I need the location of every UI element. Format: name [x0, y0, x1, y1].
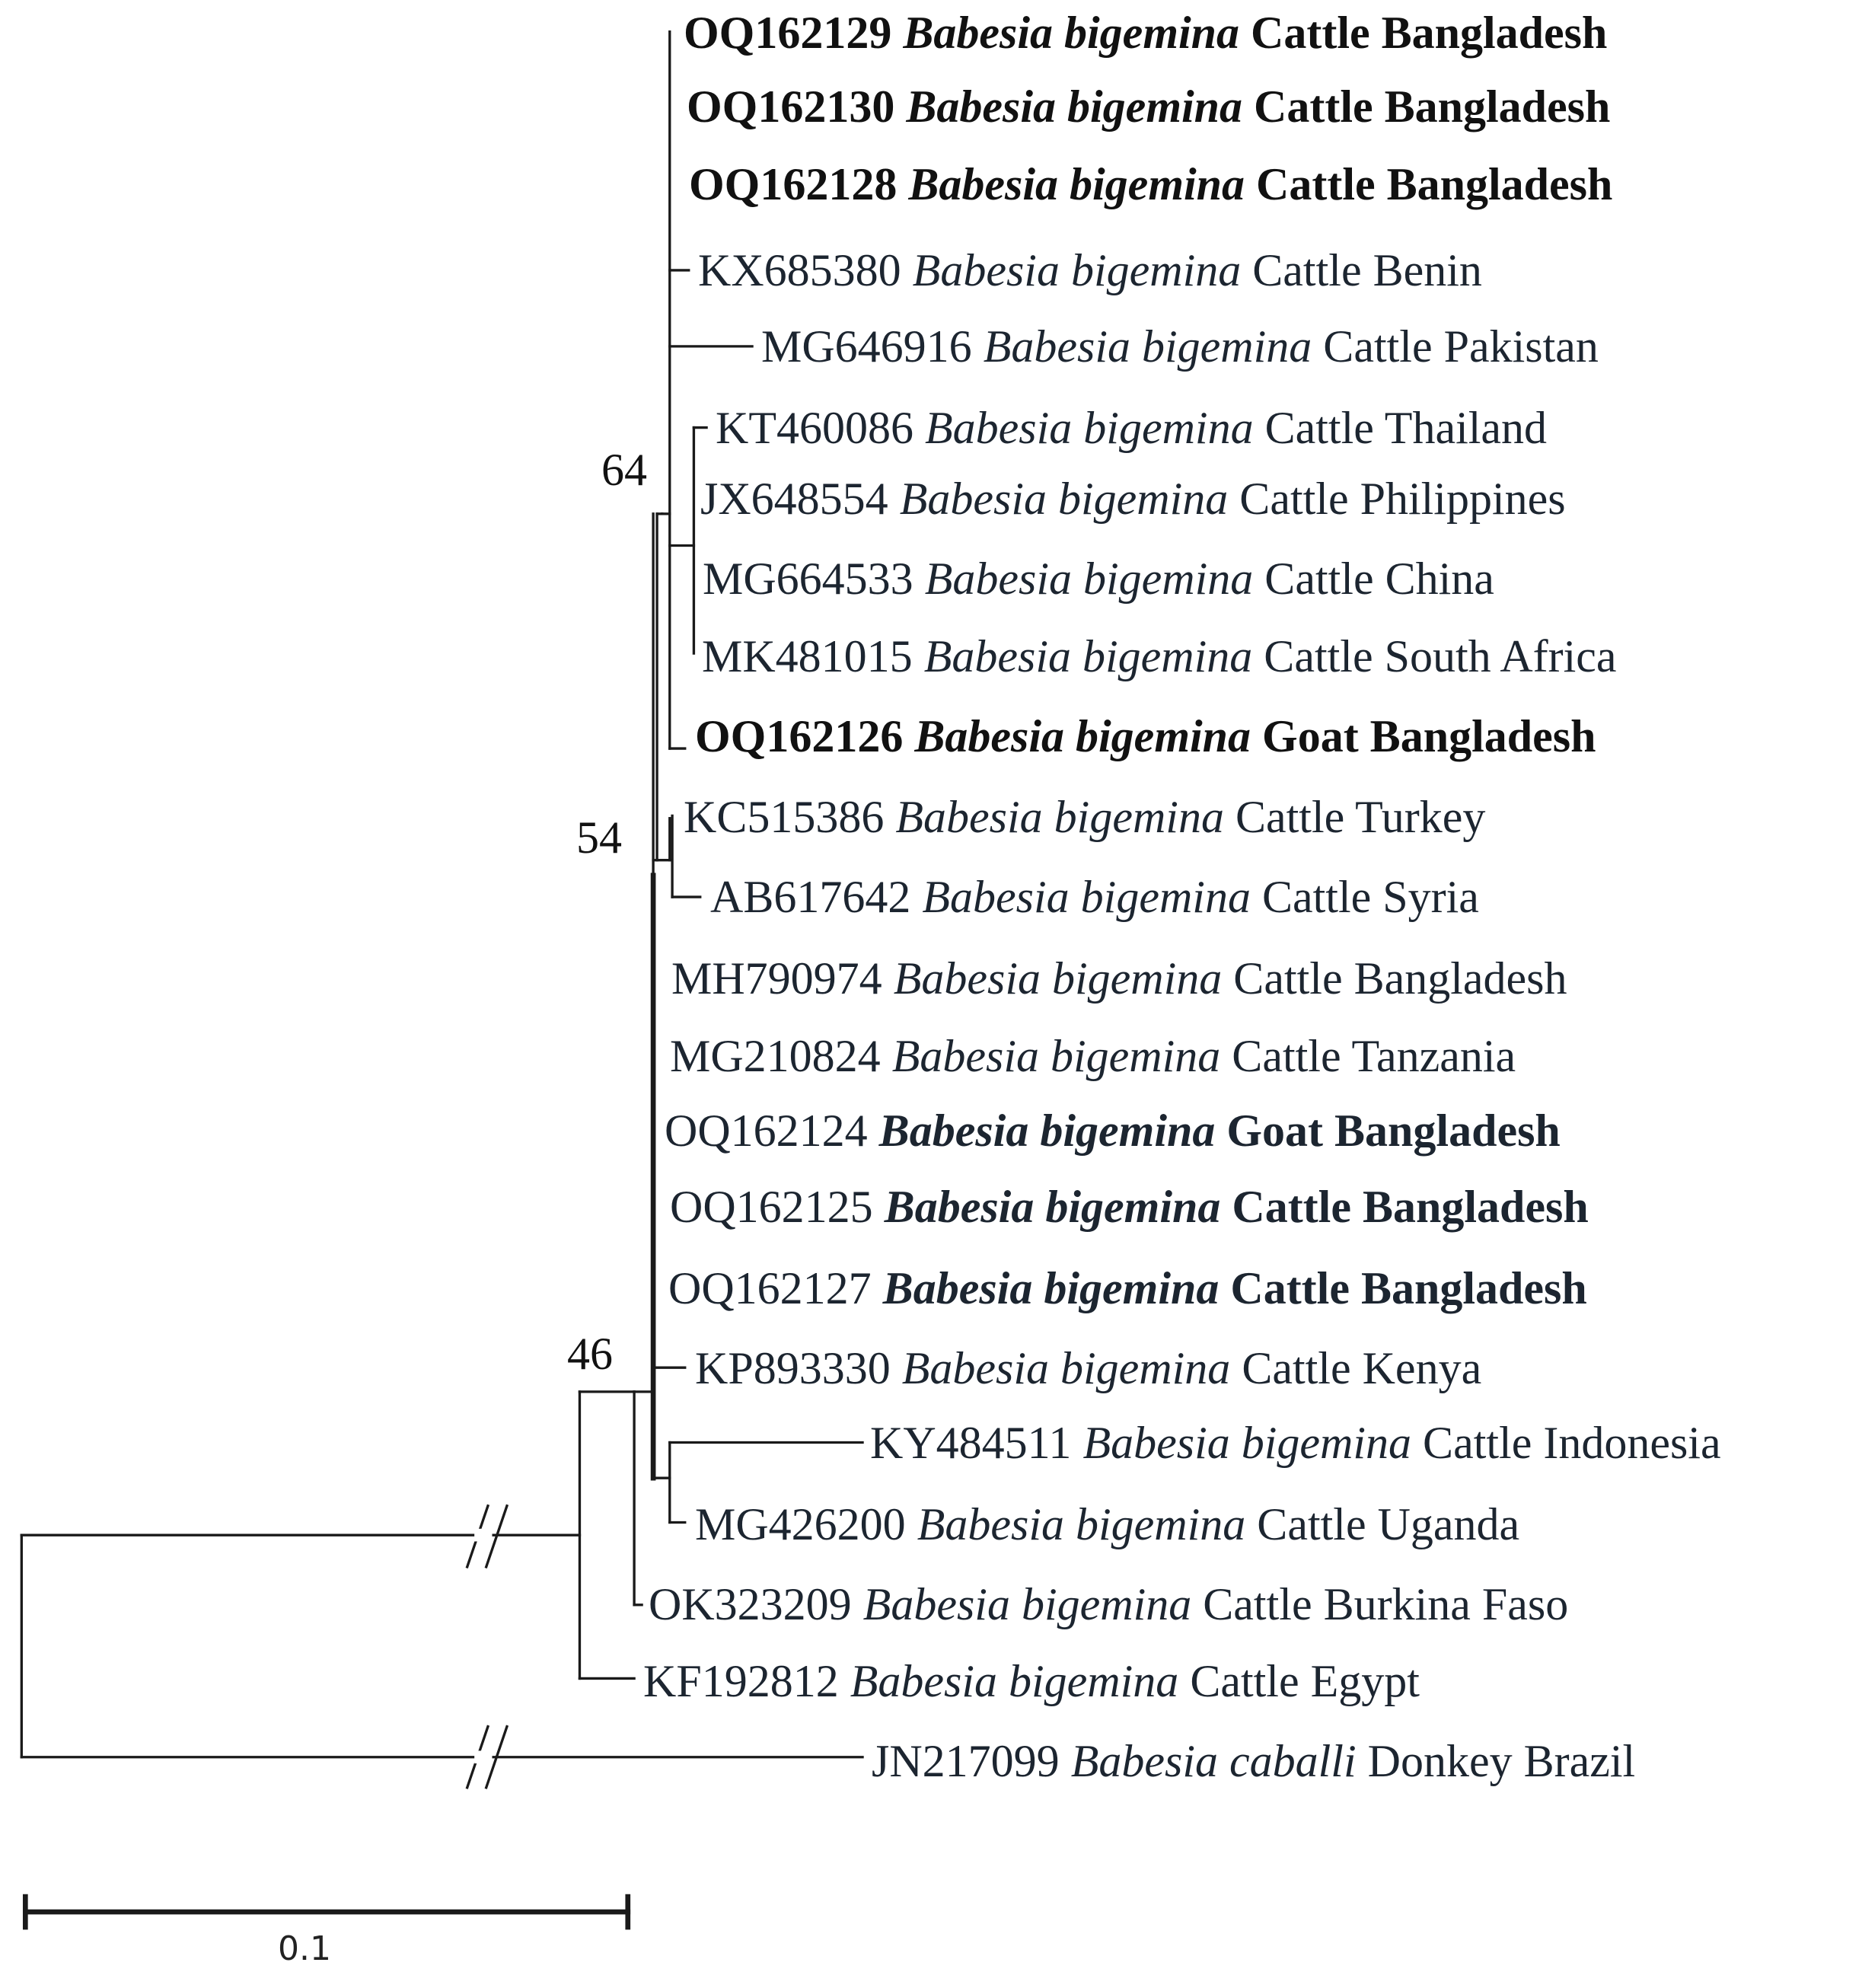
- taxon-host-country: Cattle Thailand: [1264, 403, 1548, 453]
- bootstrap-value-54: 54: [576, 812, 622, 863]
- taxon-accession: OK323209: [649, 1579, 852, 1629]
- taxon-species: Babesia bigemina: [893, 953, 1223, 1004]
- taxon-species: Babesia bigemina: [1082, 1418, 1412, 1468]
- taxon-accession: JN217099: [872, 1736, 1060, 1786]
- taxon-label-ok323209: [649, 1581, 1568, 1627]
- taxon-label-kx685380: [698, 247, 1482, 293]
- taxon-label-mg664533: [703, 556, 1494, 602]
- taxon-species: Babesia bigemina: [878, 1106, 1216, 1156]
- taxon-label-kf192812: [643, 1658, 1420, 1704]
- taxon-host-country: Cattle Bangladesh: [1232, 1182, 1589, 1232]
- taxon-species: Babesia bigemina: [923, 631, 1253, 681]
- taxon-accession: OQ162129: [684, 8, 892, 58]
- taxon-host-country: Cattle Bangladesh: [1254, 81, 1611, 132]
- taxon-accession: MG210824: [670, 1031, 881, 1081]
- taxon-species: Babesia bigemina: [983, 321, 1312, 372]
- taxon-species: Babesia bigemina: [912, 245, 1242, 295]
- branch-break-gap-lower: [474, 1750, 492, 1763]
- taxon-label-ky484511: [870, 1420, 1721, 1466]
- taxon-label-oq162130: [687, 81, 1611, 132]
- taxon-accession: JX648554: [700, 474, 888, 524]
- taxon-label-mk481015: [702, 633, 1617, 679]
- taxon-label-oq162124: [665, 1108, 1561, 1154]
- taxon-host-country: Cattle Benin: [1252, 245, 1482, 295]
- taxon-accession: OQ162124: [665, 1106, 868, 1156]
- taxon-host-country: Cattle Kenya: [1242, 1343, 1482, 1393]
- bootstrap-value-64: 64: [601, 445, 647, 495]
- taxon-accession: OQ162126: [695, 711, 904, 761]
- taxon-accession: OQ162127: [668, 1263, 872, 1313]
- taxon-accession: OQ162128: [689, 159, 898, 209]
- taxon-host-country: Cattle Bangladesh: [1251, 8, 1608, 58]
- taxon-host-country: Cattle Uganda: [1257, 1499, 1520, 1549]
- taxon-label-oq162129: [684, 10, 1607, 56]
- taxon-accession: KT460086: [716, 403, 913, 453]
- taxon-accession: KY484511: [870, 1418, 1072, 1468]
- taxon-label-oq162125: [670, 1184, 1589, 1230]
- taxon-host-country: Cattle China: [1264, 554, 1494, 604]
- taxon-host-country: Cattle Philippines: [1239, 474, 1566, 524]
- taxon-host-country: Cattle Burkina Faso: [1203, 1579, 1569, 1629]
- taxon-label-oq162127: [668, 1265, 1587, 1311]
- taxon-species: Babesia bigemina: [862, 1579, 1192, 1629]
- taxon-species: Babesia bigemina: [903, 8, 1240, 58]
- taxon-accession: AB617642: [710, 872, 911, 922]
- taxon-species: Babesia bigemina: [917, 1499, 1246, 1549]
- taxon-label-mh790974: [671, 953, 1567, 1004]
- taxon-species: Babesia bigemina: [922, 872, 1251, 922]
- taxon-species: Babesia bigemina: [924, 554, 1254, 604]
- taxon-accession: MG426200: [695, 1499, 906, 1549]
- taxon-accession: MG664533: [703, 554, 913, 604]
- taxon-host-country: Donkey Brazil: [1367, 1736, 1636, 1786]
- taxon-label-mg210824: [670, 1033, 1516, 1079]
- taxon-label-mg646916: [761, 321, 1599, 372]
- taxon-species: Babesia bigemina: [884, 1182, 1221, 1232]
- taxon-host-country: Cattle South Africa: [1264, 631, 1617, 681]
- taxon-accession: OQ162130: [687, 81, 895, 132]
- taxon-host-country: Cattle Pakistan: [1323, 321, 1599, 372]
- taxon-host-country: Goat Bangladesh: [1226, 1106, 1561, 1156]
- taxon-label-ab617642: [710, 874, 1479, 920]
- taxon-host-country: Cattle Indonesia: [1423, 1418, 1721, 1468]
- taxon-label-kt460086: [716, 405, 1547, 451]
- taxon-species: Babesia bigemina: [901, 1343, 1231, 1393]
- taxon-species: Babesia bigemina: [914, 711, 1251, 761]
- taxon-host-country: Cattle Bangladesh: [1256, 159, 1613, 209]
- taxon-accession: MK481015: [702, 631, 913, 681]
- taxon-host-country: Cattle Egypt: [1190, 1656, 1420, 1706]
- taxon-species: Babesia bigemina: [850, 1656, 1179, 1706]
- taxon-host-country: Cattle Turkey: [1235, 792, 1486, 842]
- taxon-label-oq162128: [689, 161, 1612, 207]
- taxon-species: Babesia caballi: [1070, 1736, 1357, 1786]
- taxon-accession: OQ162125: [670, 1182, 873, 1232]
- taxon-accession: KX685380: [698, 245, 901, 295]
- taxon-accession: KP893330: [695, 1343, 891, 1393]
- taxon-species: Babesia bigemina: [908, 159, 1245, 209]
- taxon-host-country: Cattle Bangladesh: [1233, 953, 1567, 1004]
- taxon-label-mg426200: [695, 1501, 1519, 1547]
- taxon-host-country: Goat Bangladesh: [1262, 711, 1596, 761]
- taxon-species: Babesia bigemina: [924, 403, 1254, 453]
- bootstrap-value-46: 46: [567, 1329, 613, 1379]
- taxon-label-jn217099: [872, 1738, 1635, 1784]
- taxon-label-oq162126: [695, 713, 1596, 759]
- taxon-label-kc515386: [684, 794, 1485, 840]
- taxon-accession: KF192812: [643, 1656, 839, 1706]
- taxon-host-country: Cattle Syria: [1261, 872, 1479, 922]
- taxon-species: Babesia bigemina: [906, 81, 1243, 132]
- taxon-label-kp893330: [695, 1345, 1481, 1391]
- scale-bar-label: 0.1: [278, 1929, 331, 1968]
- branch-break-gap-upper: [474, 1529, 492, 1542]
- taxon-species: Babesia bigemina: [891, 1031, 1221, 1081]
- taxon-label-jx648554: [700, 476, 1566, 522]
- taxon-species: Babesia bigemina: [899, 474, 1229, 524]
- taxon-species: Babesia bigemina: [895, 792, 1224, 842]
- taxon-accession: MG646916: [761, 321, 972, 372]
- taxon-accession: KC515386: [684, 792, 885, 842]
- taxon-host-country: Cattle Bangladesh: [1230, 1263, 1587, 1313]
- taxon-accession: MH790974: [671, 953, 882, 1004]
- taxon-host-country: Cattle Tanzania: [1232, 1031, 1516, 1081]
- taxon-species: Babesia bigemina: [882, 1263, 1220, 1313]
